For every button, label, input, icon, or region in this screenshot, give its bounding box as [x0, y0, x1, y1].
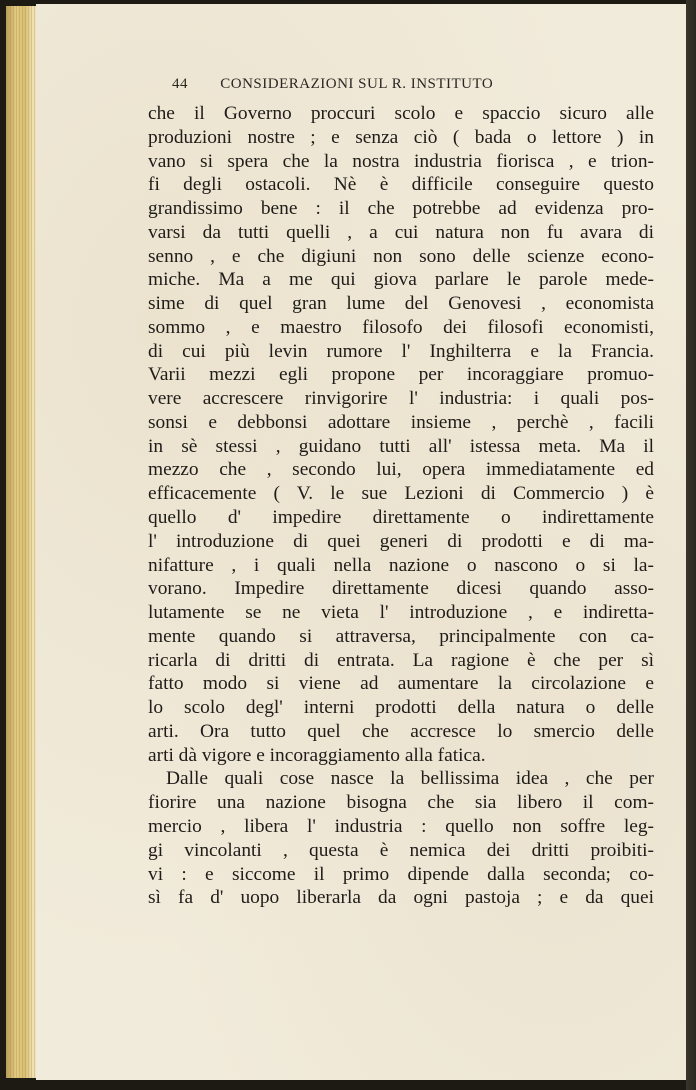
text-line: sonsi e debbonsi adottare insieme , perchè , facili [148, 411, 654, 433]
text-line: mente quando si attraversa, principalmente con ca- [148, 625, 654, 647]
text-line: varsi da tutti quelli , a cui natura non fu avara di [148, 221, 654, 243]
text-line: arti dà vigore e incoraggiamento alla fatica. [148, 744, 486, 766]
text-line: fatto modo si viene ad aumentare la circolazione e [148, 673, 654, 695]
text-line: vorano. Impedire direttamente dicesi quando asso- [148, 578, 654, 600]
text-line: mercio , libera l' industria : quello non soffre leg- [148, 815, 654, 837]
text-line: vere accrescere rinvigorire l' industria: i quali pos- [148, 388, 654, 410]
text-line: fi degli ostacoli. Nè è difficile conseguire questo [148, 174, 654, 196]
text-line: produzioni nostre ; e senza ciò ( bada o lettore ) in [148, 126, 654, 148]
binding-edge [686, 0, 696, 1090]
text-line: Varii mezzi egli propone per incoraggiare promuo- [148, 364, 654, 386]
text-line: arti. Ora tutto quel che accresce lo smercio delle [148, 720, 654, 742]
page-number: 44 [172, 76, 188, 92]
text-line: l' introduzione di quei generi di prodotti e di ma- [148, 530, 654, 552]
text-line: miche. Ma a me qui giova parlare le parole mede- [148, 269, 654, 291]
text-line: vano si spera che la nostra industria fiorisca , e trion- [148, 150, 654, 172]
text-line: sì fa d' uopo liberarla da ogni pastoja ; e da quei [148, 887, 654, 909]
text-line: fiorire una nazione bisogna che sia libero il com- [148, 792, 654, 814]
text-line: in sè stessi , guidano tutti all' istessa meta. Ma il [148, 435, 654, 457]
text-line: mezzo che , secondo lui, opera immediatamente ed [148, 459, 654, 481]
text-line: grandissimo bene : il che potrebbe ad evidenza pro- [148, 198, 654, 220]
text-line: sommo , e maestro filosofo dei filosofi economisti, [148, 316, 654, 338]
text-line: ricarla di dritti di entrata. La ragione è che per sì [148, 649, 654, 671]
text-line: lutamente se ne vieta l' introduzione , e indiretta- [148, 602, 654, 624]
text-line: quello d' impedire direttamente o indirettamente [148, 507, 654, 529]
text-line: nifatture , i quali nella nazione o nascono o si la- [148, 554, 654, 576]
text-line: gi vincolanti , questa è nemica dei dritti proibiti- [148, 839, 654, 861]
running-title: CONSIDERAZIONI SUL R. INSTITUTO [220, 76, 494, 92]
text-line: di cui più levin rumore l' Inghilterra e la Francia. [148, 340, 654, 362]
text-line: lo scolo degl' interni prodotti della natura o delle [148, 697, 654, 719]
running-header [172, 76, 592, 93]
text-line: vi : e siccome il primo dipende dalla seconda; co- [148, 863, 654, 885]
text-line: efficacemente ( V. le sue Lezioni di Commercio ) è [148, 483, 654, 505]
body-text [148, 102, 654, 910]
text-line: Dalle quali cose nasce la bellissima idea , che per [166, 768, 654, 790]
page-stack-lines [10, 6, 36, 1078]
text-line: che il Governo proccuri scolo e spaccio sicuro alle [148, 103, 654, 124]
text-line: sime di quel gran lume del Genovesi , economista [148, 293, 654, 315]
text-line: senno , e che digiuni non sono delle scienze econo- [148, 245, 654, 267]
